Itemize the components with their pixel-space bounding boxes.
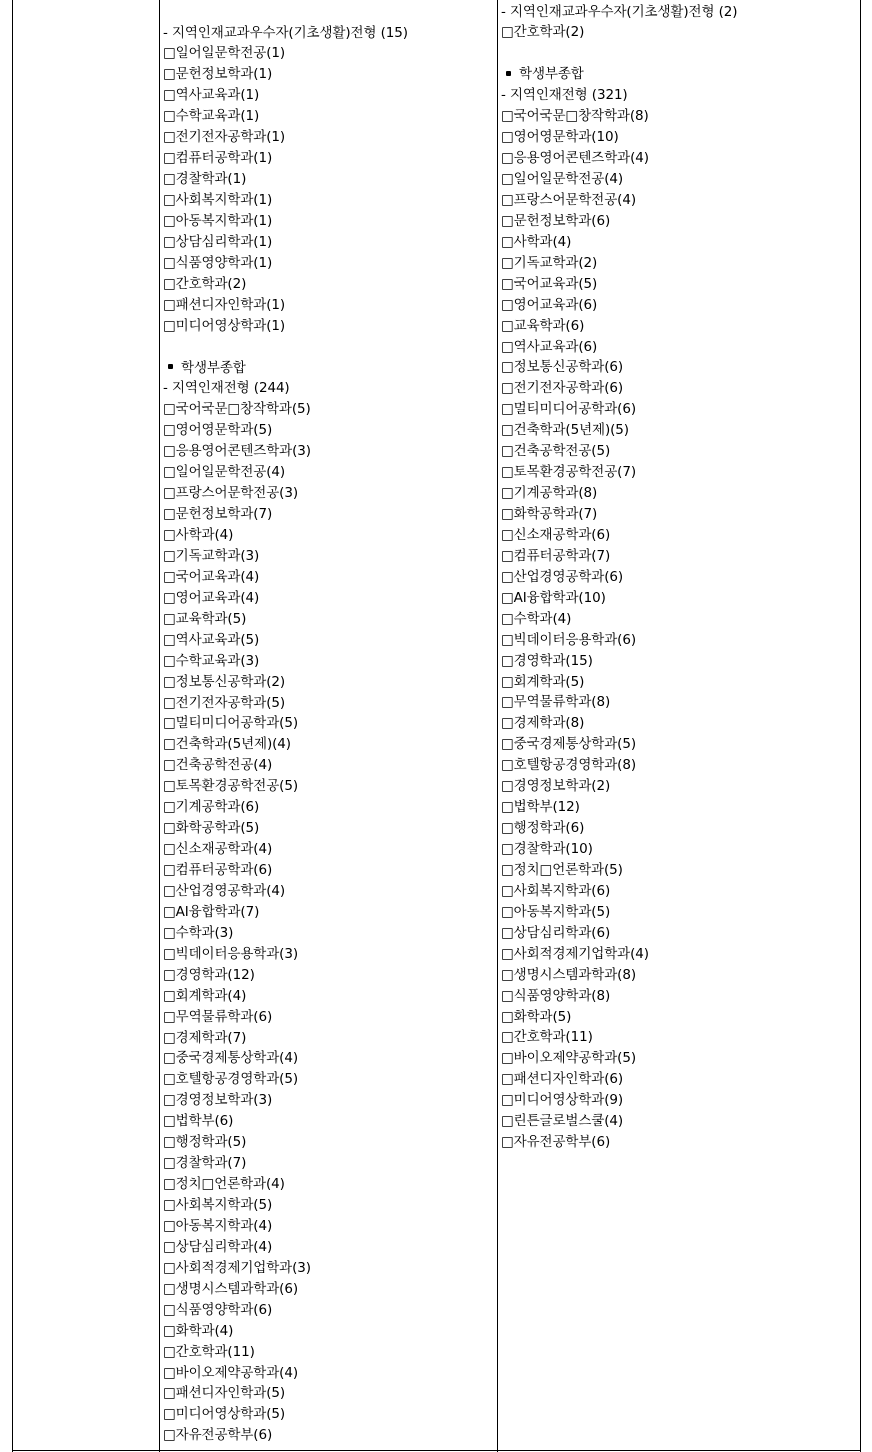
department-quota-item: □AI융합학과(7) (163, 903, 260, 920)
department-quota-item: □사학과(4) (163, 527, 234, 543)
department-quota-item: □전기전자공학과(6) (501, 380, 624, 397)
department-quota-item: □수학교육과(3) (163, 652, 260, 669)
table-right-border (860, 0, 861, 1452)
department-quota-item: □프랑스어문학전공(4) (501, 191, 637, 208)
department-quota-item: □AI융합학과(10) (501, 589, 606, 606)
department-quota-item: □일어일문학전공(4) (163, 464, 286, 481)
department-quota-item: □일어일문학전공(4) (501, 171, 624, 187)
spacer-line (501, 43, 737, 64)
department-quota-item: □국어국문□창작학과(5) (163, 401, 311, 418)
section-heading-text: 학생부종합 (519, 66, 584, 83)
department-quota-item: □영어영문학과(5) (163, 422, 273, 439)
department-quota-item: □신소재공학과(6) (501, 526, 611, 543)
department-quota-item: □프랑스어문학전공(3) (163, 485, 299, 502)
department-quota-item: □경찰학과(7) (163, 1155, 247, 1172)
bullet-icon (506, 71, 511, 76)
department-quota-item: □중국경제통상학과(5) (501, 736, 637, 753)
department-quota-item: □화학공학과(7) (501, 506, 598, 522)
department-quota-item: □기계공학과(8) (501, 485, 598, 502)
department-quota-item: □패션디자인학과(6) (501, 1071, 624, 1088)
department-quota-item: □사학과(4) (501, 233, 572, 250)
department-quota-item: □아동복지학과(1) (163, 212, 273, 229)
department-quota-item: □무역물류학과(8) (501, 694, 611, 711)
department-quota-item: □경찰학과(1) (163, 171, 247, 188)
department-quota-item: □수학과(4) (501, 610, 572, 627)
department-quota-item: □문헌정보학과(7) (163, 506, 273, 523)
department-quota-item: □생명시스템과학과(6) (163, 1280, 299, 1297)
department-quota-item: □정보통신공학과(2) (163, 673, 286, 690)
department-quota-item: □정치□언론학과(5) (501, 861, 623, 878)
department-quota-item: □국어국문□창작학과(8) (501, 108, 649, 125)
department-quota-item: □패션디자인학과(1) (163, 296, 286, 313)
department-quota-item: □바이오제약공학과(5) (501, 1050, 637, 1067)
department-quota-item: □산업경영공학과(6) (501, 568, 624, 585)
department-quota-item: □영어교육과(4) (163, 589, 260, 606)
department-quota-item: □경영학과(12) (163, 966, 255, 983)
column-divider-1 (159, 0, 160, 1452)
department-quota-item: □간호학과(11) (163, 1343, 255, 1360)
department-quota-item: □간호학과(2) (501, 24, 585, 41)
department-quota-item: □사회적경제기업학과(3) (163, 1259, 311, 1276)
department-quota-item: □경찰학과(10) (501, 841, 593, 857)
department-quota-item: □경제학과(7) (163, 1029, 247, 1046)
department-quota-item: □토목환경공학전공(5) (163, 778, 299, 795)
department-quota-item: □미디어영상학과(9) (501, 1092, 624, 1109)
column-divider-2 (497, 0, 498, 1452)
table-bottom-border (12, 1450, 861, 1451)
department-quota-item: □상담심리학과(4) (163, 1238, 273, 1255)
department-quota-item: □영어교육과(6) (501, 296, 598, 313)
department-quota-item: □기독교학과(2) (501, 254, 598, 271)
department-quota-item: □미디어영상학과(5) (163, 1406, 286, 1423)
department-quota-item: □패션디자인학과(5) (163, 1385, 286, 1402)
department-quota-item: □전기전자공학과(5) (163, 694, 286, 711)
admission-type-label: - 지역인재교과우수자(기초생활)전형 (2) (501, 3, 738, 20)
department-quota-item: □컴퓨터공학과(1) (163, 150, 273, 167)
department-quota-item: □간호학과(11) (501, 1029, 593, 1046)
department-quota-item: □교육학과(5) (163, 610, 247, 627)
department-quota-item: □경영정보학과(3) (163, 1092, 273, 1109)
department-quota-item: □교육학과(6) (501, 317, 585, 334)
department-quota-item: □수학교육과(1) (163, 108, 260, 125)
department-quota-item: □회계학과(5) (501, 673, 585, 690)
department-quota-item: □컴퓨터공학과(7) (501, 547, 611, 564)
department-quota-item: □응용영어콘텐즈학과(3) (163, 443, 311, 460)
department-quota-item: □국어교육과(4) (163, 568, 260, 585)
department-quota-item: □문헌정보학과(1) (163, 66, 273, 83)
department-quota-item: □회계학과(4) (163, 987, 247, 1004)
department-quota-item: □경영정보학과(2) (501, 778, 611, 795)
spacer-line (163, 337, 408, 358)
department-quota-item: □행정학과(5) (163, 1134, 247, 1151)
section-heading-text: 학생부종합 (181, 359, 246, 376)
column-quota-b (501, 2, 737, 1154)
department-quota-item: □상담심리학과(6) (501, 924, 611, 941)
section-heading (163, 358, 408, 379)
department-quota-item: □건축학과(5년제)(5) (501, 422, 629, 439)
department-quota-item: □멀티미디어공학과(5) (163, 715, 299, 732)
bullet-icon (168, 364, 173, 369)
admission-type-label: - 지역인재전형 (244) (163, 380, 290, 397)
department-quota-item: □컴퓨터공학과(6) (163, 862, 273, 878)
department-quota-item: □멀티미디어공학과(6) (501, 401, 637, 418)
department-quota-item: □호텔항공경영학과(8) (501, 757, 637, 774)
department-quota-item: □식품영양학과(1) (163, 254, 273, 271)
department-quota-item: □행정학과(6) (501, 820, 585, 837)
section-heading (501, 64, 737, 85)
department-quota-item: □호텔항공경영학과(5) (163, 1071, 299, 1088)
department-quota-item: □신소재공학과(4) (163, 841, 273, 858)
department-quota-item: □경영학과(15) (501, 652, 593, 669)
department-quota-item: □응용영어콘텐즈학과(4) (501, 150, 649, 167)
department-quota-item: □법학부(12) (501, 799, 580, 816)
department-quota-item: □미디어영상학과(1) (163, 317, 286, 334)
department-quota-item: □건축공학전공(5) (501, 443, 611, 460)
admission-type-label: - 지역인재교과우수자(기초생활)전형 (15) (163, 24, 408, 41)
department-quota-item: □법학부(6) (163, 1113, 234, 1130)
department-quota-item: □자유전공학부(6) (501, 1134, 611, 1151)
column-quota-a (163, 23, 408, 1447)
department-quota-item: □정보통신공학과(6) (501, 359, 624, 376)
department-quota-item: □사회적경제기업학과(4) (501, 945, 649, 962)
department-quota-item: □화학과(5) (501, 1008, 572, 1025)
department-quota-item: □생명시스템과학과(8) (501, 966, 637, 983)
department-quota-item: □역사교육과(5) (163, 631, 260, 648)
department-quota-item: □아동복지학과(5) (501, 903, 611, 920)
department-quota-item: □문헌정보학과(6) (501, 212, 611, 229)
department-quota-item: □자유전공학부(6) (163, 1427, 273, 1444)
department-quota-item: □빅데이터응용학과(3) (163, 945, 299, 962)
department-quota-item: □아동복지학과(4) (163, 1217, 273, 1234)
department-quota-item: □전기전자공학과(1) (163, 129, 286, 146)
department-quota-item: □바이오제약공학과(4) (163, 1364, 299, 1381)
department-quota-item: □기독교학과(3) (163, 547, 260, 564)
department-quota-item: □사회복지학과(6) (501, 882, 611, 899)
department-quota-item: □정치□언론학과(4) (163, 1176, 285, 1193)
department-quota-item: □린튼글로벌스쿨(4) (501, 1113, 624, 1130)
department-quota-item: □화학과(4) (163, 1322, 234, 1339)
department-quota-item: □식품영양학과(6) (163, 1301, 273, 1318)
department-quota-item: □역사교육과(6) (501, 338, 598, 355)
department-quota-item: □상담심리학과(1) (163, 233, 273, 250)
department-quota-item: □중국경제통상학과(4) (163, 1050, 299, 1067)
department-quota-item: □기계공학과(6) (163, 799, 260, 816)
department-quota-item: □산업경영공학과(4) (163, 882, 286, 899)
department-quota-item: □빅데이터응용학과(6) (501, 631, 637, 648)
department-quota-item: □화학공학과(5) (163, 820, 260, 837)
department-quota-item: □건축학과(5년제)(4) (163, 736, 291, 753)
department-quota-item: □무역물류학과(6) (163, 1008, 273, 1025)
department-quota-item: □사회복지학과(1) (163, 192, 273, 208)
department-quota-item: □경제학과(8) (501, 715, 585, 732)
department-quota-item: □국어교육과(5) (501, 275, 598, 292)
department-quota-item: □사회복지학과(5) (163, 1197, 273, 1213)
department-quota-item: □건축공학전공(4) (163, 757, 273, 774)
table-left-border (12, 0, 13, 1452)
department-quota-item: □식품영양학과(8) (501, 987, 611, 1004)
department-quota-item: □간호학과(2) (163, 275, 247, 292)
department-quota-item: □영어영문학과(10) (501, 129, 619, 146)
department-quota-item: □토목환경공학전공(7) (501, 464, 637, 481)
department-quota-item: □일어일문학전공(1) (163, 45, 286, 62)
admission-type-label: - 지역인재전형 (321) (501, 87, 628, 104)
department-quota-item: □수학과(3) (163, 924, 234, 941)
department-quota-item: □역사교육과(1) (163, 87, 260, 104)
